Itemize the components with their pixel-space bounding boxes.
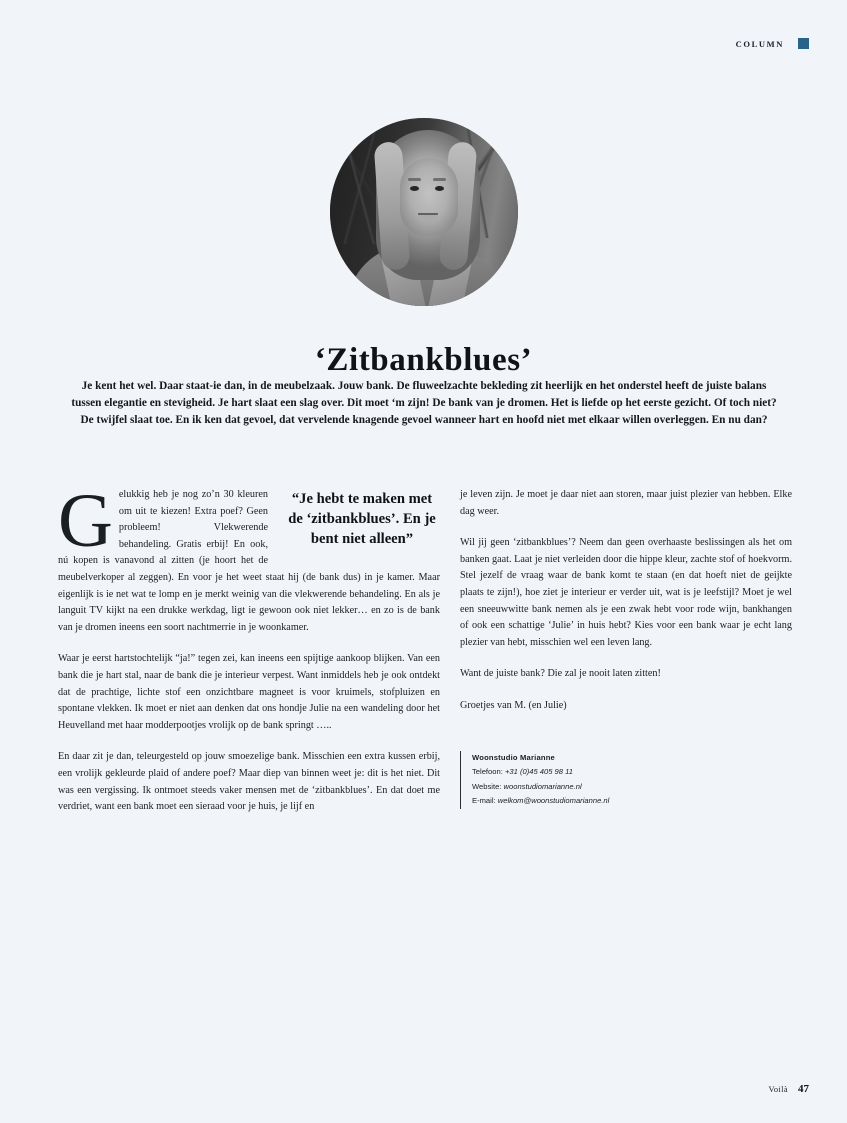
contact-email-label: E-mail: [472,796,496,806]
paragraph: Groetjes van M. (en Julie) [460,699,567,711]
pull-quote: “Je hebt te maken met de ‘zitbankblues’. En je bent niet alleen” [288,491,436,547]
portrait-photo [330,118,518,306]
contact-email-line [472,794,792,809]
paragraph: je leven zijn. Je moet je daar niet aan storen, maar juist plezier van hebben. Elke dag weer. [460,489,792,517]
drop-cap: G [58,479,113,563]
columnist-portrait [330,118,518,306]
article-title: ‘Zitbankblues’ [314,342,533,379]
page-folio [768,1083,809,1095]
article-lead: Je kent het wel. Daar staat-ie dan, in de meubelzaak. Jouw bank. De fluweelzachte bekleding zit heerlijk en het onderstel heeft de juiste balans tussen elegantie en stevigheid. Je hart slaat een slag over. Dit moet ‘m zijn! De bank van je dromen. Het is liefde op het eerste gezicht. Of toch niet? De twijfel slaat toe. En ik ken dat gevoel, dat vervelende knagende gevoel wanneer hart en hoofd niet met elkaar willen overleggen. En nu dan? [71,380,777,427]
portrait-eye-left [410,186,419,191]
paragraph-text: elukkig heb je nog zo’n 30 kleuren om uit te kiezen! Extra poef? Geen probleem! Vlekwerende behandeling. Gratis erbij! En ook, nú kopen is vanavond al zitten (je hoort het de meubelverkoper al zeggen). En voor je het weet staat hij (de bank dus) in je kamer. Maar eigenlijk is ie net wat te lomp en je merkt weinig van die vlekwerende behandeling. En als je languit TV kijkt na een drukke werkdag, ligt ie gewoon ook niet lekker… en zo is de bank van je dromen ineens een soort nachtmerrie in je woonkamer. [58,489,440,633]
paragraph: Want de juiste bank? Die zal je nooit laten zitten! [460,668,661,680]
contact-name: Woonstudio Marianne [472,752,555,762]
paragraph: Waar je eerst hartstochtelijk “ja!” tegen zei, kan ineens een spijtige aankoop blijken. Van een bank die je hart stal, naar de bank die je interieur verpest. Want inmiddels heb je ook ontdekt dat de prachtige, lichte stof een onzichtbare magneet is voor kruimels, stofpluizen en spontane vlekken. Ik moet er niet aan denken dat ons hondje Julie na een wandeling door het Heuvelland met haar modderpootjes vrolijk op de bank springt ….. [58,653,440,731]
body-column-right [460,487,792,809]
contact-block [460,751,792,809]
contact-website-label: Website: [472,781,502,791]
contact-website-line [472,780,792,795]
article-body [58,479,792,917]
contact-phone-value: +31 (0)45 405 98 11 [504,767,573,777]
contact-phone-line [472,765,792,780]
accent-square-icon [798,38,809,49]
contact-phone-label: Telefoon: [472,767,503,777]
paragraph [58,479,440,636]
magazine-brand: Voilà [768,1085,788,1094]
paragraph: Wil jij geen ‘zitbankblues’? Neem dan geen overhaaste beslissingen als het om banken gaat. Laat je niet verleiden door die hippe kleur, zachte stof of hoekvorm. Stel jezelf de vraag waar de bank komt te staan (en dat hoeft niet de geijkte plaats te zijn!), hoe ziet je interieur er verder uit, wat is je leefstijl? Moet je wel een sneeuwwitte bank nemen als je een zwak hebt voor rode wijn, bankhangen of ook een schattige ‘Julie’ in huis hebt? Kies voor een bank waar je echt lang plezier van hebt, misschien wel een leven lang. [460,537,792,648]
contact-website-value[interactable]: woonstudiomarianne.nl [503,781,582,791]
contact-email-value[interactable]: welkom@woonstudiomarianne.nl [497,796,610,806]
section-header [736,38,809,49]
page-number: 47 [798,1083,809,1095]
portrait-eye-right [435,186,444,191]
section-label: COLUMN [735,38,784,49]
body-column-left [58,479,440,831]
portrait-brow-right [433,178,446,181]
paragraph: En daar zit je dan, teleurgesteld op jouw smoezelige bank. Misschien een extra kussen erbij, een vrolijk gekleurde plaid of andere poef? Maar diep van binnen weet je: dit is het niet. Dit was een vergissing. Ik ontmoet steeds vaker mensen met de ‘zitbankblues’. En dat doet me verdriet, want een bank moet een sieraad voor je huis, je lijf en [58,751,440,813]
portrait-brow-left [408,178,421,181]
portrait-face [400,158,458,236]
